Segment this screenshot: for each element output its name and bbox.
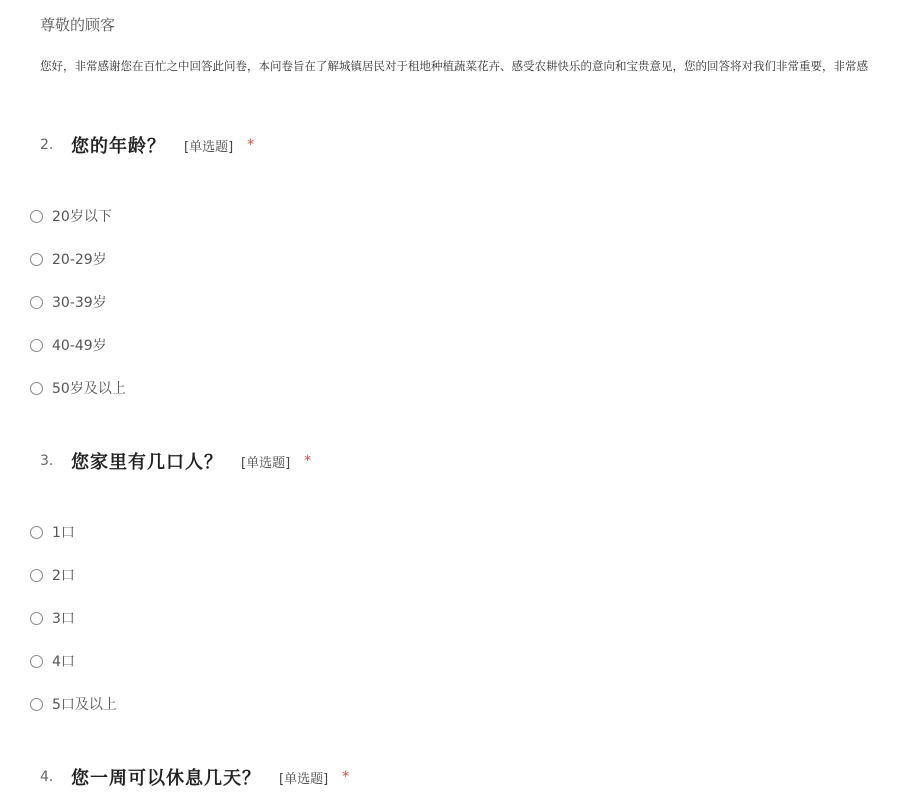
question-2 [40,132,860,158]
radio-icon[interactable] [30,655,43,668]
radio-icon[interactable] [30,569,43,582]
radio-icon[interactable] [30,526,43,539]
required-marker: * [247,137,255,153]
question-number: 4. [40,769,54,785]
option-label: 20-29岁 [52,252,107,268]
question-header [40,764,860,790]
option-label: 30-39岁 [52,295,107,311]
option-label: 40-49岁 [52,338,107,354]
required-marker: * [342,769,350,785]
option-label: 4口 [52,654,75,670]
radio-icon[interactable] [30,253,43,266]
option-label: 3口 [52,611,75,627]
option-age-20-29[interactable] [30,247,126,271]
question-header [40,132,860,158]
question-number: 2. [40,137,54,153]
option-label: 2口 [52,568,75,584]
option-label: 5口及以上 [52,697,117,713]
option-age-50-plus[interactable] [30,376,126,400]
question-2-options [30,204,126,419]
greeting-text: 尊敬的顾客 [40,16,116,34]
option-age-30-39[interactable] [30,290,126,314]
question-title: 您的年龄？ [71,136,166,157]
question-type-label: [单选题] [184,139,234,155]
question-type-label: [单选题] [279,771,329,787]
radio-icon[interactable] [30,296,43,309]
option-household-1[interactable] [30,520,117,544]
radio-icon[interactable] [30,612,43,625]
question-number: 3. [40,453,54,469]
radio-icon[interactable] [30,698,43,711]
question-title: 您一周可以休息几天？ [71,768,261,789]
option-household-3[interactable] [30,606,117,630]
question-type-label: [单选题] [241,455,291,471]
option-household-2[interactable] [30,563,117,587]
question-3-options [30,520,117,735]
question-title: 您家里有几口人？ [71,452,223,473]
option-label: 50岁及以上 [52,381,126,397]
option-label: 1口 [52,525,75,541]
option-age-40-49[interactable] [30,333,126,357]
option-household-4[interactable] [30,649,117,673]
radio-icon[interactable] [30,382,43,395]
question-header [40,448,860,474]
question-4 [40,764,860,790]
radio-icon[interactable] [30,210,43,223]
option-household-5-plus[interactable] [30,692,117,716]
question-3 [40,448,860,474]
radio-icon[interactable] [30,339,43,352]
option-label: 20岁以下 [52,209,112,225]
intro-text: 您好，非常感谢您在百忙之中回答此问卷，本问卷旨在了解城镇居民对于租地种植蔬菜花卉、感受农耕快乐的意向和宝贵意见，您的回答将对我们非常重要，非常感 [40,59,868,73]
option-age-under-20[interactable] [30,204,126,228]
required-marker: * [304,453,312,469]
